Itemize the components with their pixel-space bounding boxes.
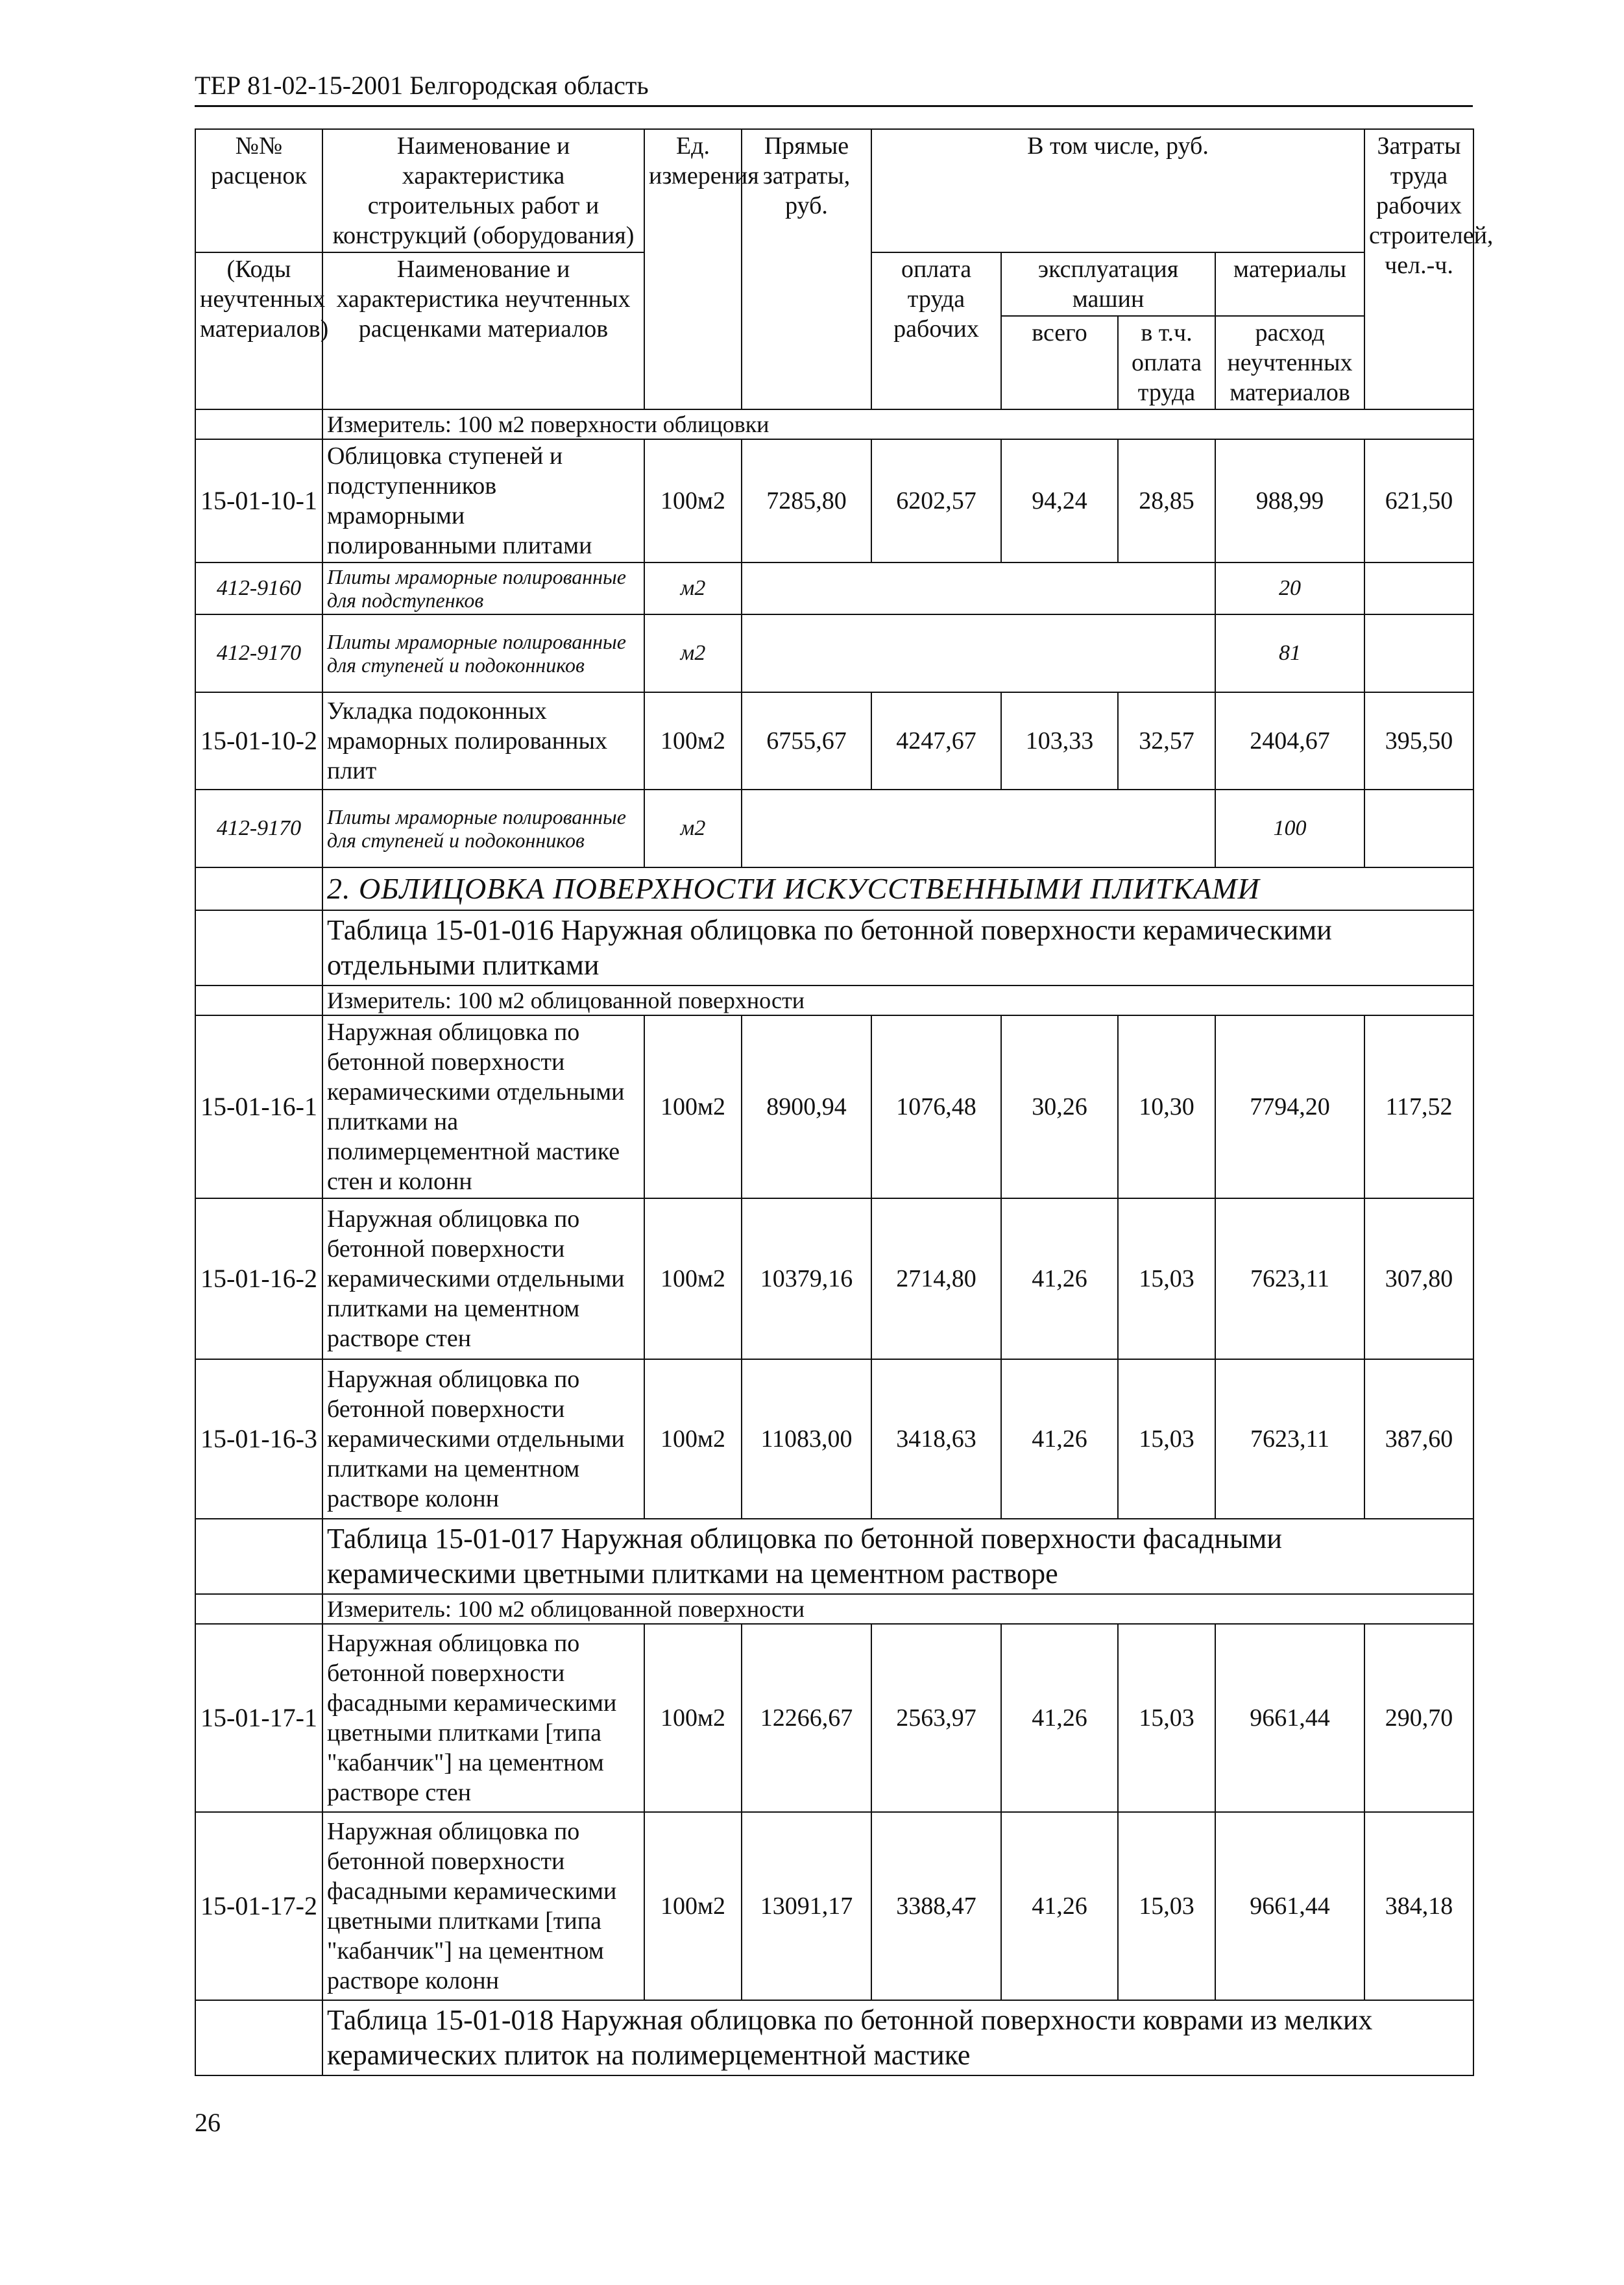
machines-pay: 15,03 (1118, 1624, 1215, 1812)
empty-cell (195, 409, 322, 439)
machines-total: 41,26 (1001, 1812, 1118, 2000)
labor-cost: 621,50 (1364, 439, 1473, 562)
labor-cost: 384,18 (1364, 1812, 1473, 2000)
rate-row (195, 1015, 1473, 1198)
rate-name: Наружная облицовка по бетонной поверхности керамическими отдельными плитками на цементном растворе стен (322, 1198, 644, 1359)
rate-name: Наружная облицовка по бетонной поверхности керамическими отдельными плитками на цементном растворе колонн (322, 1359, 644, 1519)
empty-cell (195, 2000, 322, 2075)
measure-row-text: Измеритель: 100 м2 облицованной поверхности (322, 1594, 1473, 1624)
labor-cost: 387,60 (1364, 1359, 1473, 1519)
col-incl: В том числе, руб. (871, 129, 1364, 252)
col-materials: материалы (1215, 252, 1364, 316)
machines-total: 30,26 (1001, 1015, 1118, 1198)
empty-cell (742, 562, 1215, 614)
material-row (195, 562, 1473, 614)
col-total: всего (1001, 316, 1118, 409)
col-incl-pay: в т.ч. оплата труда (1118, 316, 1215, 409)
materials-cost: 7623,11 (1215, 1359, 1364, 1519)
rate-name: Облицовка ступеней и подступенников мраморными полированными плитами (322, 439, 644, 562)
materials-cost: 7623,11 (1215, 1198, 1364, 1359)
rate-row (195, 1812, 1473, 2000)
machines-total: 103,33 (1001, 692, 1118, 790)
rates-table (195, 128, 1494, 2076)
measure-row (195, 409, 1473, 439)
col-unaccounted: расход неучтенных материалов (1215, 316, 1364, 409)
labor-pay: 1076,48 (871, 1015, 1001, 1198)
measure-row-text: Измеритель: 100 м2 облицованной поверхности (322, 985, 1473, 1015)
rate-unit: 100м2 (644, 1015, 742, 1198)
section-title-text: 2. ОБЛИЦОВКА ПОВЕРХНОСТИ ИСКУССТВЕННЫМИ ПЛИТКАМИ (322, 867, 1473, 910)
empty-cell (742, 790, 1215, 867)
labor-pay: 6202,57 (871, 439, 1001, 562)
rate-row (195, 439, 1473, 562)
empty-cell (195, 867, 322, 910)
labor-pay: 2714,80 (871, 1198, 1001, 1359)
machines-pay: 15,03 (1118, 1359, 1215, 1519)
direct-cost: 13091,17 (742, 1812, 871, 2000)
section-title (195, 867, 1473, 910)
col-machines: эксплуатация машин (1001, 252, 1215, 316)
labor-cost: 307,80 (1364, 1198, 1473, 1359)
rate-code: 15-01-17-1 (195, 1624, 322, 1812)
rate-unit: 100м2 (644, 1359, 742, 1519)
direct-cost: 7285,80 (742, 439, 871, 562)
table-title (195, 910, 1473, 985)
rate-unit: 100м2 (644, 439, 742, 562)
rate-code: 15-01-17-2 (195, 1812, 322, 2000)
material-name: Плиты мраморные полированные для ступеней и подоконников (322, 614, 644, 692)
rate-code: 15-01-16-1 (195, 1015, 322, 1198)
header-row-1 (195, 129, 1473, 252)
material-code: 412-9160 (195, 562, 322, 614)
rate-name: Укладка подоконных мраморных полированных плит (322, 692, 644, 790)
rate-row (195, 1198, 1473, 1359)
direct-cost: 6755,67 (742, 692, 871, 790)
material-row (195, 614, 1473, 692)
rate-row (195, 1359, 1473, 1519)
rate-code: 15-01-16-2 (195, 1198, 322, 1359)
document-header (195, 70, 1473, 107)
empty-cell (195, 985, 322, 1015)
empty-cell (195, 910, 322, 985)
material-amount: 81 (1215, 614, 1364, 692)
machines-pay: 15,03 (1118, 1198, 1215, 1359)
material-row (195, 790, 1473, 867)
direct-cost: 10379,16 (742, 1198, 871, 1359)
labor-cost: 395,50 (1364, 692, 1473, 790)
rate-code: 15-01-16-3 (195, 1359, 322, 1519)
material-amount: 100 (1215, 790, 1364, 867)
col-name2: Наименование и характеристика неучтенных расценками материалов (322, 252, 644, 409)
labor-pay: 3418,63 (871, 1359, 1001, 1519)
direct-cost: 11083,00 (742, 1359, 871, 1519)
machines-pay: 28,85 (1118, 439, 1215, 562)
material-unit: м2 (644, 790, 742, 867)
machines-pay: 10,30 (1118, 1015, 1215, 1198)
rate-unit: 100м2 (644, 692, 742, 790)
rate-code: 15-01-10-2 (195, 692, 322, 790)
rate-code: 15-01-10-1 (195, 439, 322, 562)
col-labor-pay: оплата труда рабочих (871, 252, 1001, 409)
material-name: Плиты мраморные полированные для ступеней и подоконников (322, 790, 644, 867)
empty-cell (195, 1594, 322, 1624)
page-number: 26 (195, 2108, 221, 2137)
col-labor-cost: Затраты труда рабочих строителей, чел.-ч. (1364, 129, 1473, 409)
empty-cell (1364, 562, 1473, 614)
materials-cost: 2404,67 (1215, 692, 1364, 790)
col-name: Наименование и характеристика строительных работ и конструкций (оборудования) (322, 129, 644, 252)
measure-row (195, 1594, 1473, 1624)
machines-total: 94,24 (1001, 439, 1118, 562)
materials-cost: 9661,44 (1215, 1624, 1364, 1812)
document-title: ТЕР 81-02-15-2001 Белгородская область (195, 71, 649, 100)
material-code: 412-9170 (195, 614, 322, 692)
machines-total: 41,26 (1001, 1624, 1118, 1812)
col-unit: Ед. измерения (644, 129, 742, 409)
rate-row (195, 692, 1473, 790)
materials-cost: 9661,44 (1215, 1812, 1364, 2000)
measure-row (195, 985, 1473, 1015)
col-direct: Прямые затраты, руб. (742, 129, 871, 409)
labor-cost: 290,70 (1364, 1624, 1473, 1812)
table-title-text: Таблица 15-01-018 Наружная облицовка по бетонной поверхности коврами из мелких керамических плиток на полимерцементной мастике (322, 2000, 1473, 2075)
empty-cell (195, 1519, 322, 1594)
labor-pay: 4247,67 (871, 692, 1001, 790)
table-title (195, 2000, 1473, 2075)
labor-pay: 2563,97 (871, 1624, 1001, 1812)
rate-unit: 100м2 (644, 1812, 742, 2000)
col-num: №№ расценок (195, 129, 322, 252)
material-amount: 20 (1215, 562, 1364, 614)
col-codes: (Коды неучтенных материалов) (195, 252, 322, 409)
labor-cost: 117,52 (1364, 1015, 1473, 1198)
materials-cost: 988,99 (1215, 439, 1364, 562)
measure-row-text: Измеритель: 100 м2 поверхности облицовки (322, 409, 1473, 439)
rate-unit: 100м2 (644, 1198, 742, 1359)
rate-name: Наружная облицовка по бетонной поверхности фасадными керамическими цветными плитками [типа "кабанчик"] на цементном растворе стен (322, 1624, 644, 1812)
empty-cell (1364, 614, 1473, 692)
material-unit: м2 (644, 562, 742, 614)
material-name: Плиты мраморные полированные для подступенков (322, 562, 644, 614)
empty-cell (1364, 790, 1473, 867)
rate-row (195, 1624, 1473, 1812)
empty-cell (742, 614, 1215, 692)
rate-name: Наружная облицовка по бетонной поверхности фасадными керамическими цветными плитками [типа "кабанчик"] на цементном растворе колонн (322, 1812, 644, 2000)
machines-pay: 32,57 (1118, 692, 1215, 790)
machines-pay: 15,03 (1118, 1812, 1215, 2000)
direct-cost: 12266,67 (742, 1624, 871, 1812)
material-unit: м2 (644, 614, 742, 692)
table-title (195, 1519, 1473, 1594)
machines-total: 41,26 (1001, 1359, 1118, 1519)
table-title-text: Таблица 15-01-017 Наружная облицовка по бетонной поверхности фасадными керамическими цветными плитками на цементном растворе (322, 1519, 1473, 1594)
rate-unit: 100м2 (644, 1624, 742, 1812)
direct-cost: 8900,94 (742, 1015, 871, 1198)
machines-total: 41,26 (1001, 1198, 1118, 1359)
material-code: 412-9170 (195, 790, 322, 867)
table-title-text: Таблица 15-01-016 Наружная облицовка по бетонной поверхности керамическими отдельными плитками (322, 910, 1473, 985)
rate-name: Наружная облицовка по бетонной поверхности керамическими отдельными плитками на полимерцементной мастике стен и колонн (322, 1015, 644, 1198)
labor-pay: 3388,47 (871, 1812, 1001, 2000)
materials-cost: 7794,20 (1215, 1015, 1364, 1198)
